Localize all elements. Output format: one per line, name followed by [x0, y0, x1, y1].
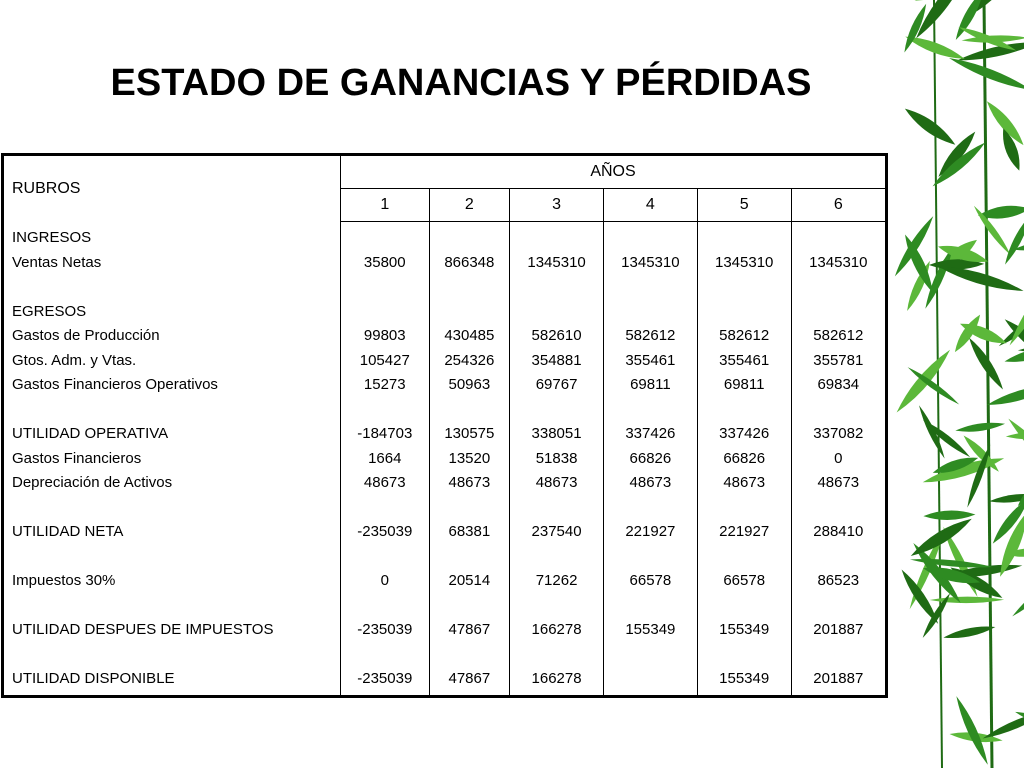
table-row	[3, 324, 887, 349]
value-cell	[510, 642, 604, 667]
value-cell: 166278	[510, 618, 604, 643]
value-cell: -184703	[341, 422, 430, 447]
value-cell: 69811	[603, 373, 697, 398]
value-cell: 155349	[697, 667, 791, 697]
value-cell: 69834	[817, 376, 860, 394]
value-cell	[791, 222, 886, 251]
value-cell: 50963	[429, 373, 510, 398]
value-cell	[510, 222, 604, 251]
value-cell: 1664	[341, 446, 430, 471]
value-cell	[791, 495, 886, 520]
table-row	[3, 397, 887, 422]
row-label	[3, 593, 341, 618]
value-cell: 354881	[510, 348, 604, 373]
value-cell	[697, 495, 791, 520]
value-cell: 582612	[813, 327, 864, 345]
row-label: INGRESOS	[3, 222, 341, 251]
row-label: Gtos. Adm. y Vtas.	[3, 348, 341, 373]
row-label	[3, 397, 341, 422]
value-cell: 51838	[510, 446, 604, 471]
year-header: 1	[341, 189, 430, 222]
year-header: 3	[510, 189, 604, 222]
value-cell	[697, 544, 791, 569]
value-cell: 155349	[697, 618, 791, 643]
value-cell: 13520	[429, 446, 510, 471]
value-cell: 166278	[510, 667, 604, 697]
row-label: UTILIDAD NETA	[3, 520, 341, 545]
row-label	[3, 495, 341, 520]
value-cell	[603, 275, 697, 300]
value-cell	[603, 593, 697, 618]
value-cell	[510, 593, 604, 618]
row-label: EGRESOS	[3, 299, 341, 324]
value-cell: 355781	[813, 351, 864, 369]
value-cell: -235039	[341, 667, 430, 697]
value-cell	[341, 593, 430, 618]
value-cell: 1345310	[510, 250, 604, 275]
value-cell: 48673	[429, 471, 510, 496]
value-cell: 47867	[429, 667, 510, 697]
row-label: Gastos Financieros Operativos	[3, 373, 341, 398]
value-cell: 71262	[510, 569, 604, 594]
value-cell	[341, 544, 430, 569]
value-cell: 47867	[429, 618, 510, 643]
value-cell: 337082	[813, 425, 864, 443]
value-cell: 35800	[341, 250, 430, 275]
value-cell: 48673	[817, 474, 860, 492]
year-header: 2	[429, 189, 510, 222]
value-cell	[603, 667, 697, 697]
value-cell	[791, 642, 886, 667]
years-header: AÑOS	[341, 155, 887, 189]
row-label: Ventas Netas	[3, 250, 341, 275]
value-cell	[791, 593, 886, 618]
row-label: UTILIDAD OPERATIVA	[3, 422, 341, 447]
value-cell	[510, 275, 604, 300]
value-cell: 430485	[429, 324, 510, 349]
value-cell	[603, 222, 697, 251]
table-row	[3, 275, 887, 300]
value-cell	[697, 275, 791, 300]
table-row	[3, 520, 887, 545]
table-row	[3, 495, 887, 520]
row-label	[3, 642, 341, 667]
value-cell: 105427	[341, 348, 430, 373]
table-row	[3, 569, 887, 594]
row-label	[3, 544, 341, 569]
value-cell: 582612	[603, 324, 697, 349]
table-row	[3, 422, 887, 447]
value-cell	[697, 222, 791, 251]
value-cell: 288410	[813, 523, 864, 541]
value-cell	[510, 299, 604, 324]
value-cell: 86523	[817, 572, 860, 590]
value-cell: 1345310	[697, 250, 791, 275]
value-cell: 155349	[603, 618, 697, 643]
row-label: Gastos de Producción	[3, 324, 341, 349]
value-cell: 582612	[697, 324, 791, 349]
table-body	[3, 222, 887, 697]
value-cell: 48673	[510, 471, 604, 496]
table-row	[3, 642, 887, 667]
value-cell	[429, 222, 510, 251]
table-row	[3, 250, 887, 275]
year-header: 6	[791, 189, 886, 222]
value-cell	[429, 593, 510, 618]
value-cell: -235039	[341, 520, 430, 545]
value-cell	[429, 544, 510, 569]
value-cell: -235039	[341, 618, 430, 643]
value-cell	[510, 495, 604, 520]
page-title: ESTADO DE GANANCIAS Y PÉRDIDAS	[110, 62, 812, 104]
value-cell	[791, 397, 886, 422]
value-cell	[603, 544, 697, 569]
value-cell: 337426	[697, 422, 791, 447]
value-cell: 20514	[429, 569, 510, 594]
table-row	[3, 373, 887, 398]
value-cell: 130575	[429, 422, 510, 447]
year-header: 5	[697, 189, 791, 222]
value-cell: 201887	[813, 670, 864, 688]
value-cell: 582610	[510, 324, 604, 349]
value-cell: 0	[834, 449, 843, 467]
value-cell	[697, 593, 791, 618]
value-cell	[603, 397, 697, 422]
value-cell: 68381	[429, 520, 510, 545]
value-cell: 15273	[341, 373, 430, 398]
row-label	[3, 275, 341, 300]
row-label: Gastos Financieros	[3, 446, 341, 471]
value-cell	[341, 299, 430, 324]
value-cell: 0	[341, 569, 430, 594]
value-cell	[603, 642, 697, 667]
value-cell: 48673	[341, 471, 430, 496]
value-cell: 69811	[697, 373, 791, 398]
income-statement-table	[1, 153, 888, 698]
value-cell: 66826	[697, 446, 791, 471]
value-cell	[791, 544, 886, 569]
value-cell: 201887	[813, 621, 864, 639]
table-row	[3, 222, 887, 251]
value-cell: 221927	[603, 520, 697, 545]
table-row	[3, 618, 887, 643]
value-cell: 866348	[429, 250, 510, 275]
value-cell: 254326	[429, 348, 510, 373]
value-cell	[429, 642, 510, 667]
value-cell: 1345310	[809, 253, 868, 271]
value-cell	[603, 495, 697, 520]
value-cell	[510, 397, 604, 422]
value-cell	[341, 397, 430, 422]
value-cell: 48673	[697, 471, 791, 496]
value-cell: 355461	[697, 348, 791, 373]
table-row	[3, 446, 887, 471]
row-label: Impuestos 30%	[3, 569, 341, 594]
row-label: UTILIDAD DISPONIBLE	[3, 667, 341, 697]
value-cell	[341, 275, 430, 300]
table-row	[3, 471, 887, 496]
value-cell: 1345310	[603, 250, 697, 275]
value-cell	[341, 222, 430, 251]
value-cell	[791, 275, 886, 300]
header-row	[3, 155, 887, 189]
bamboo-leaves-icon	[864, 0, 1024, 768]
value-cell: 99803	[341, 324, 430, 349]
table-row	[3, 667, 887, 697]
row-label: UTILIDAD DESPUES DE IMPUESTOS	[3, 618, 341, 643]
value-cell	[697, 642, 791, 667]
value-cell	[429, 299, 510, 324]
value-cell	[603, 299, 697, 324]
value-cell	[429, 397, 510, 422]
value-cell	[697, 397, 791, 422]
table-row	[3, 299, 887, 324]
row-label: Depreciación de Activos	[3, 471, 341, 496]
value-cell: 66578	[603, 569, 697, 594]
value-cell	[429, 495, 510, 520]
value-cell: 337426	[603, 422, 697, 447]
value-cell: 48673	[603, 471, 697, 496]
value-cell	[791, 299, 886, 324]
table-row	[3, 544, 887, 569]
value-cell	[341, 495, 430, 520]
value-cell	[341, 642, 430, 667]
table-row	[3, 348, 887, 373]
value-cell: 66826	[603, 446, 697, 471]
table-row	[3, 593, 887, 618]
value-cell: 221927	[697, 520, 791, 545]
year-header: 4	[603, 189, 697, 222]
value-cell: 69767	[510, 373, 604, 398]
value-cell: 66578	[697, 569, 791, 594]
rubros-header: RUBROS	[3, 155, 341, 222]
value-cell: 355461	[603, 348, 697, 373]
value-cell	[429, 275, 510, 300]
value-cell	[697, 299, 791, 324]
value-cell	[510, 544, 604, 569]
value-cell: 237540	[510, 520, 604, 545]
value-cell: 338051	[510, 422, 604, 447]
